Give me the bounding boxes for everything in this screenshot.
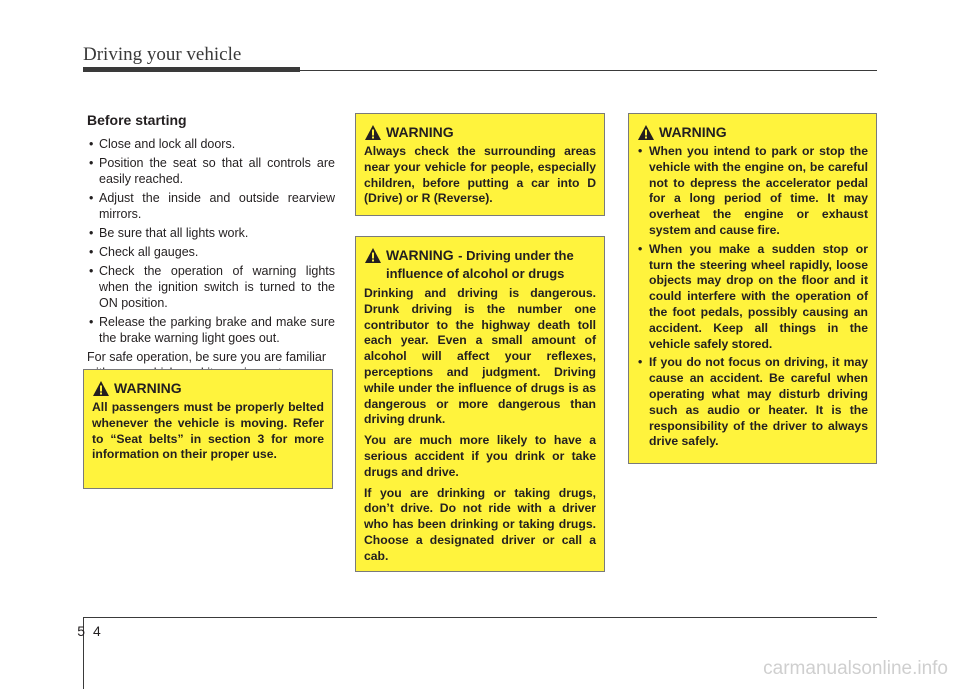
warning-subtitle: - Driving under the influence of alcohol or drugs xyxy=(386,248,574,281)
warning-paragraph: If you are drinking or taking drugs, don’t drive. Do not ride with a driver who has been drinking or taking drugs. Choose a designated driver or call a cab. xyxy=(364,485,596,563)
warning-box-engine xyxy=(628,113,877,464)
warning-paragraph: Drinking and driving is dangerous. Drunk driving is the number one contributor to the highway death toll each year. Even a small amount of alcohol will affect your reflexes, perceptions and judgment. Driving while under the influence of drugs is as dangerous or more dangerous than driving drunk. xyxy=(364,286,596,427)
warning-list xyxy=(637,144,868,450)
checklist-item: • Be sure that all lights work. xyxy=(87,225,335,241)
warning-box-seatbelts xyxy=(83,369,333,489)
warning-text: Always check the surrounding areas near your vehicle for people, especially children, before putting a car into D (Drive) or R (Reverse). xyxy=(364,144,596,206)
watermark: carmanualsonline.info xyxy=(763,658,948,679)
safety-note: For safe operation, be sure you are familiar xyxy=(87,350,327,364)
warning-list-item: • If you do not focus on driving, it may cause an accident. Be careful when operating what may disturb driving such as audio or heater. It is the responsibility of the driver to always drive safely. xyxy=(637,355,868,450)
page-number: 54 xyxy=(77,623,109,639)
page-header-title: Driving your vehicle xyxy=(83,44,242,65)
header-rule xyxy=(300,70,877,71)
warning-text xyxy=(364,286,596,565)
warning-title: WARNING xyxy=(659,124,727,140)
warning-triangle-icon xyxy=(637,124,655,141)
footer-rule xyxy=(83,617,877,618)
warning-box-surroundings xyxy=(355,113,605,216)
header-bar xyxy=(83,67,300,72)
section-title: Before starting xyxy=(87,112,187,128)
warning-triangle-icon xyxy=(92,380,110,397)
warning-title: WARNING xyxy=(386,124,454,140)
checklist-item: • Check the operation of warning lights when the ignition switch is turned to the ON position. xyxy=(87,263,335,311)
warning-text: All passengers must be properly belted whenever the vehicle is moving. Refer to “Seat belts” in section 3 for more information on their proper use. xyxy=(92,400,324,462)
warning-list-item: • When you make a sudden stop or turn the steering wheel rapidly, loose objects may drop on the floor and it could interfere with the operation of the foot pedals, possibly causing an accident. Keep all things in the vehicle safely stored. xyxy=(637,242,868,353)
checklist-item: • Check all gauges. xyxy=(87,244,335,260)
checklist-item: • Position the seat so that all controls are easily reached. xyxy=(87,155,335,187)
checklist xyxy=(87,136,335,346)
warning-triangle-icon xyxy=(364,247,382,264)
warning-title: WARNING xyxy=(114,380,182,396)
checklist-item: • Release the parking brake and make sure the brake warning light goes out. xyxy=(87,314,335,346)
checklist-item: • Adjust the inside and outside rearview mirrors. xyxy=(87,190,335,222)
warning-paragraph: You are much more likely to have a serious accident if you drink or take drugs and drive. xyxy=(364,433,596,479)
warning-title: WARNING xyxy=(386,247,454,263)
warning-triangle-icon xyxy=(364,124,382,141)
checklist-item: • Close and lock all doors. xyxy=(87,136,335,152)
before-starting-section xyxy=(87,112,335,381)
warning-box-alcohol xyxy=(355,236,605,572)
warning-list-item: • When you intend to park or stop the vehicle with the engine on, be careful not to depress the accelerator pedal for a long period of time. It may overheat the engine or exhaust system and cause fire. xyxy=(637,144,868,239)
